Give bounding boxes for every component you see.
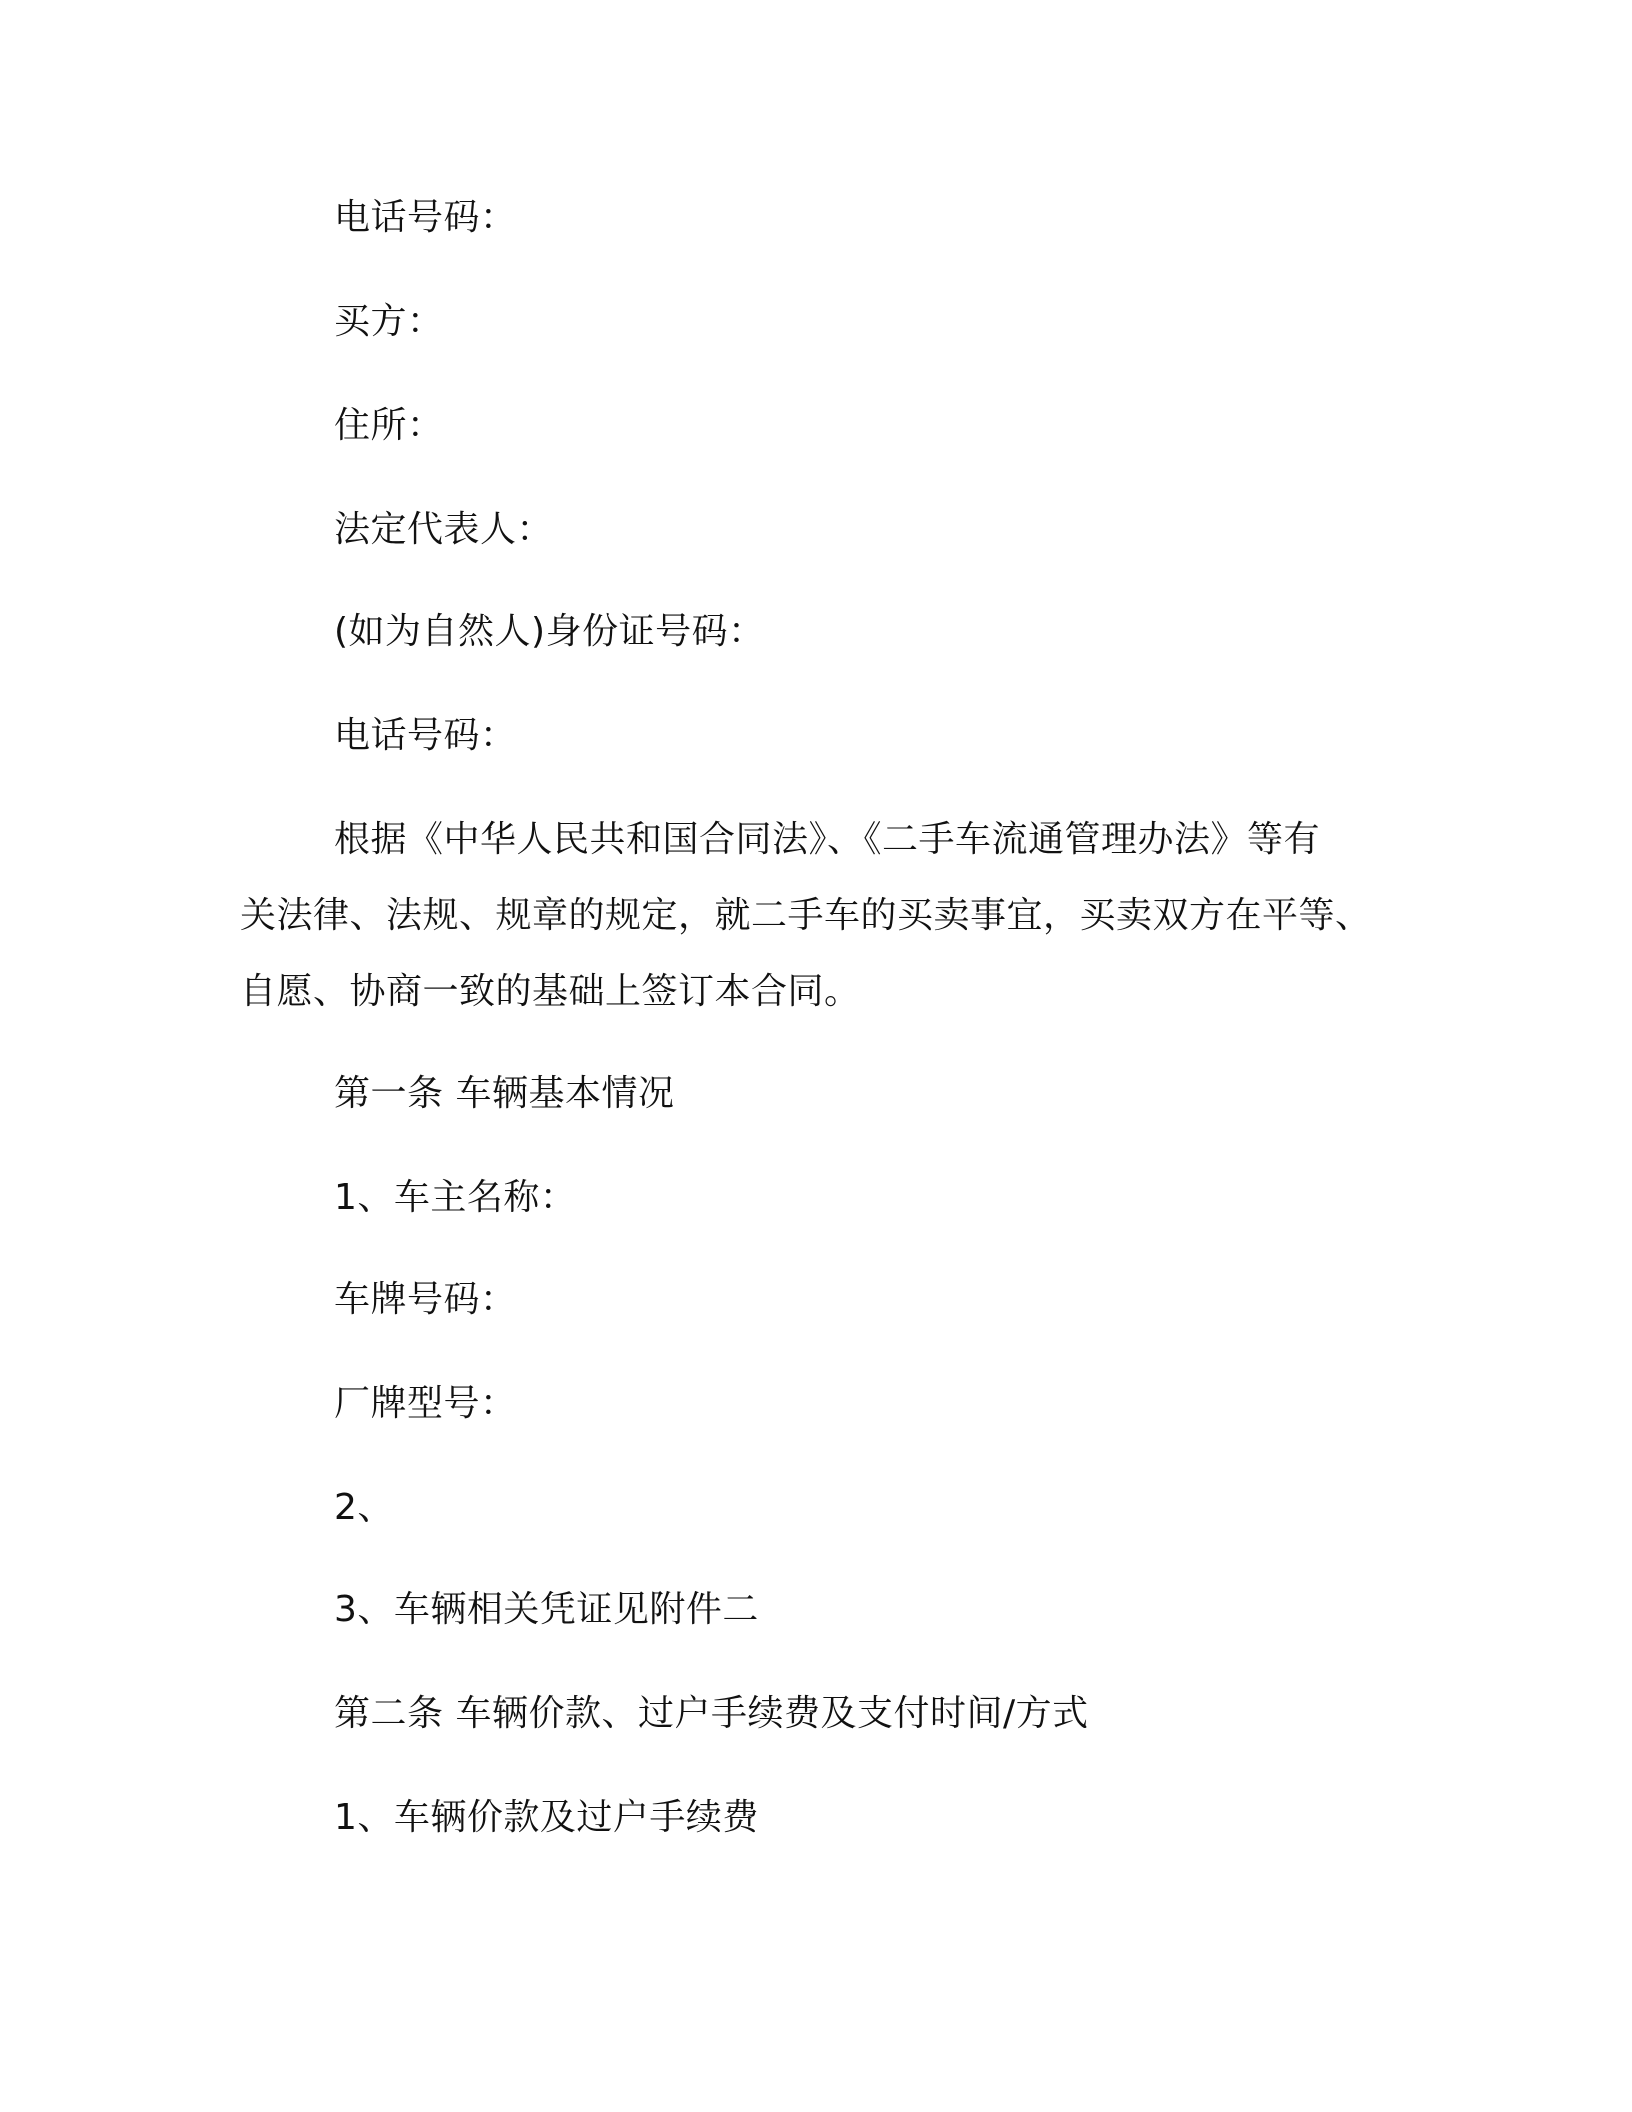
item-2-label: 2、 (334, 1487, 394, 1528)
buyer-label: 买方： (334, 301, 444, 342)
preamble-line-1: 根据《中华人民共和国合同法》、《二手车流通管理办法》等有 (334, 819, 1321, 860)
price-and-fee-label: 1、车辆价款及过户手续费 (334, 1797, 759, 1838)
buyer-phone-label: 电话号码： (334, 715, 517, 756)
owner-name-label: 1、车主名称： (334, 1177, 577, 1218)
buyer-address-label: 住所： (334, 405, 444, 446)
buyer-legal-representative-label: 法定代表人： (334, 509, 554, 550)
preamble-line-3: 自愿、协商一致的基础上签订本合同。 (240, 971, 861, 1012)
article-1-heading: 第一条 车辆基本情况 (334, 1073, 675, 1114)
seller-phone-label: 电话号码： (334, 197, 517, 238)
buyer-id-number-label: (如为自然人)身份证号码： (334, 611, 765, 652)
item-3-label: 3、车辆相关凭证见附件二 (334, 1589, 759, 1630)
preamble-line-2: 关法律、法规、规章的规定，就二手车的买卖事宜，买卖双方在平等、 (240, 895, 1372, 936)
plate-number-label: 车牌号码： (334, 1279, 517, 1320)
brand-model-label: 厂牌型号： (334, 1383, 517, 1424)
article-2-heading: 第二条 车辆价款、过户手续费及支付时间/方式 (334, 1693, 1089, 1734)
